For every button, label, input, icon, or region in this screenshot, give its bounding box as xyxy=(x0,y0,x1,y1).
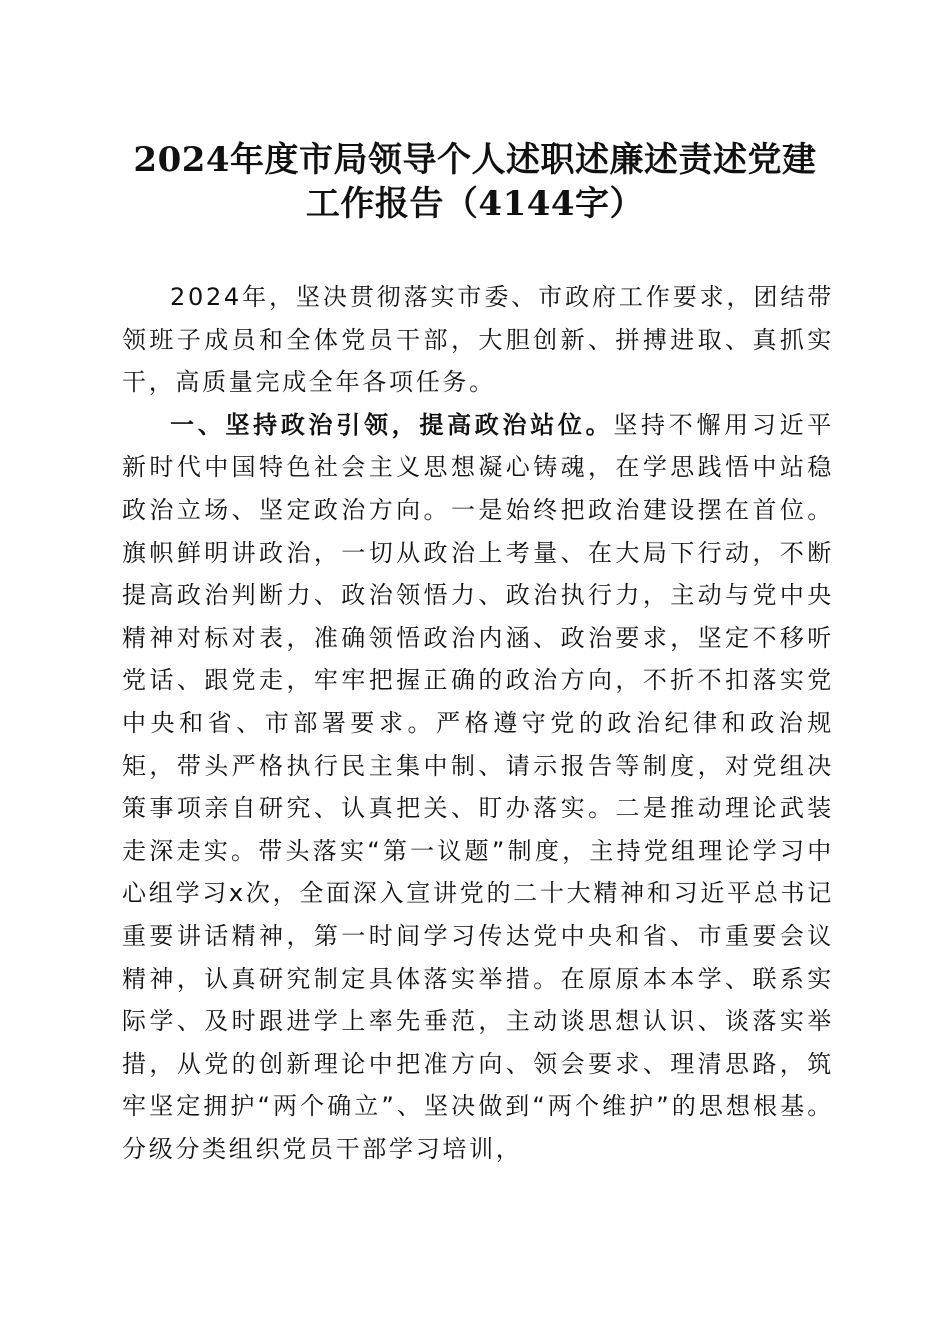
document-body xyxy=(122,276,834,1170)
title-line-2: 工作报告（4144字） xyxy=(305,184,645,224)
section-1-heading: 一、坚持政治引领，提高政治站位。 xyxy=(170,410,614,439)
section-1-text: 坚持不懈用习近平新时代中国特色社会主义思想凝心铸魂，在学思践悟中站稳政治立场、坚定政治方向。一是始终把政治建设摆在首位。旗帜鲜明讲政治，一切从政治上考量、在大局下行动，不断提高政治判断力、政治领悟力、政治执行力，主动与党中央精神对标对表，准确领悟政治内涵、政治要求，坚定不移听党话、跟党走，牢牢把握正确的政治方向，不折不扣落实党中央和省、市部署要求。严格遵守党的政治纪律和政治规矩，带头严格执行民主集中制、请示报告等制度，对党组决策事项亲自研究、认真把关、盯办落实。二是推动理论武装走深走实。带头落实“第一议题”制度，主持党组理论学习中心组学习x次，全面深入宣讲党的二十大精神和习近平总书记重要讲话精神，第一时间学习传达党中央和省、市重要会议精神，认真研究制定具体落实举措。在原原本本学、联系实际学、及时跟进学上率先垂范，主动谈思想认识、谈落实举措，从党的创新理论中把准方向、领会要求、理清思路，筑牢坚定拥护“两个确立”、坚决做到“两个维护”的思想根基。分级分类组织党员干部学习培训， xyxy=(122,410,835,1163)
title-line-1: 2024年度市局领导个人述职述廉述责述党建 xyxy=(133,140,817,180)
intro-text: 2024年，坚决贯彻落实市委、市政府工作要求，团结带领班子成员和全体党员干部，大胆创新、拼搏进取、真抓实干，高质量完成全年各项任务。 xyxy=(122,283,834,397)
document-title xyxy=(120,138,830,226)
intro-paragraph xyxy=(122,276,834,404)
section-1-paragraph xyxy=(122,404,834,1171)
